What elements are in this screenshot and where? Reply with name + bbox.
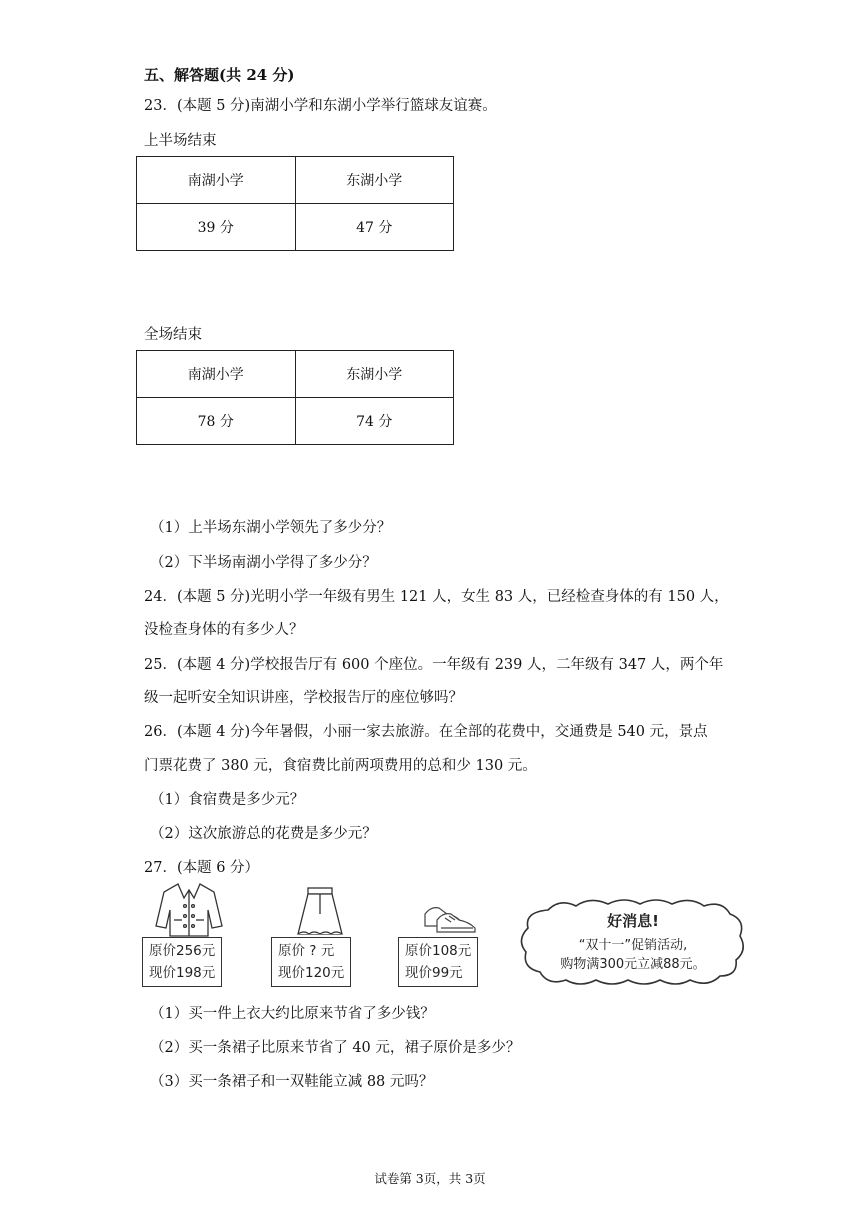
q27-price-figure [136,880,756,990]
table-header-nanhu: 南湖小学 [137,351,296,398]
q27-sub2: （2）买一条裙子比原来节省了 40 元，裙子原价是多少？ [150,1040,521,1056]
q23-sub1: （1）上半场东湖小学领先了多少分？ [150,520,392,536]
skirt-price-tag [271,937,351,987]
promotion-line2: 购物满300元立减88元。 [560,957,706,972]
promotion-title: 好消息! [607,912,659,930]
skirt-original-price: 原价 ? 元 [278,943,335,959]
q25-line1: 25．(本题 4 分)学校报告厅有 600 个座位。一年级有 239 人，二年级有 347 人，两个年 [144,657,724,673]
table-cell-nanhu-score: 78 分 [137,398,296,445]
table-header-nanhu: 南湖小学 [137,157,296,204]
q27-sub1: （1）买一件上衣大约比原来节省了多少钱？ [150,1006,435,1022]
shoes-icon [421,902,479,936]
shoes-current-price: 现价99元 [405,965,463,981]
table-cell-donghu-score: 47 分 [295,204,454,251]
q23-stem: 23．(本题 5 分)南湖小学和东湖小学举行篮球友谊赛。 [144,98,497,114]
q27-sub3: （3）买一条裙子和一双鞋能立减 88 元吗？ [150,1074,434,1090]
q26-line2: 门票花费了 380 元，食宿费比前两项费用的总和少 130 元。 [144,758,537,774]
half-time-caption: 上半场结束 [144,133,217,149]
shoes-price-tag [398,937,478,987]
skirt-current-price: 现价120元 [278,965,345,981]
q26-sub2: （2）这次旅游总的花费是多少元？ [150,826,377,842]
skirt-icon [296,886,344,938]
section-title: 五、解答题(共 24 分) [144,66,295,84]
coat-current-price: 现价198元 [149,965,216,981]
q25-line2: 级一起听安全知识讲座，学校报告厅的座位够吗？ [144,690,463,706]
q26-sub1: （1）食宿费是多少元？ [150,792,305,808]
coat-icon [154,880,224,938]
table-header-donghu: 东湖小学 [295,351,454,398]
coat-original-price: 原价256元 [149,943,216,959]
q24-line1: 24．(本题 5 分)光明小学一年级有男生 121 人，女生 83 人，已经检查身体的有 150 人， [144,589,729,605]
page-footer: 试卷第 3页，共 3页 [374,1171,486,1186]
half-time-score-table [136,156,454,251]
full-time-score-table [136,350,454,445]
q26-line1: 26．(本题 4 分)今年暑假，小丽一家去旅游。在全部的花费中，交通费是 540 元，景点 [144,724,708,740]
full-time-caption: 全场结束 [144,327,202,343]
promotion-line1: “双十一”促销活动, [578,938,688,953]
q27-stem: 27．(本题 6 分） [144,860,260,876]
shoes-original-price: 原价108元 [405,943,472,959]
q24-line2: 没检查身体的有多少人？ [144,622,304,638]
table-cell-donghu-score: 74 分 [295,398,454,445]
q23-sub2: （2）下半场南湖小学得了多少分？ [150,555,377,571]
table-header-donghu: 东湖小学 [295,157,454,204]
coat-price-tag [142,937,222,987]
table-cell-nanhu-score: 39 分 [137,204,296,251]
